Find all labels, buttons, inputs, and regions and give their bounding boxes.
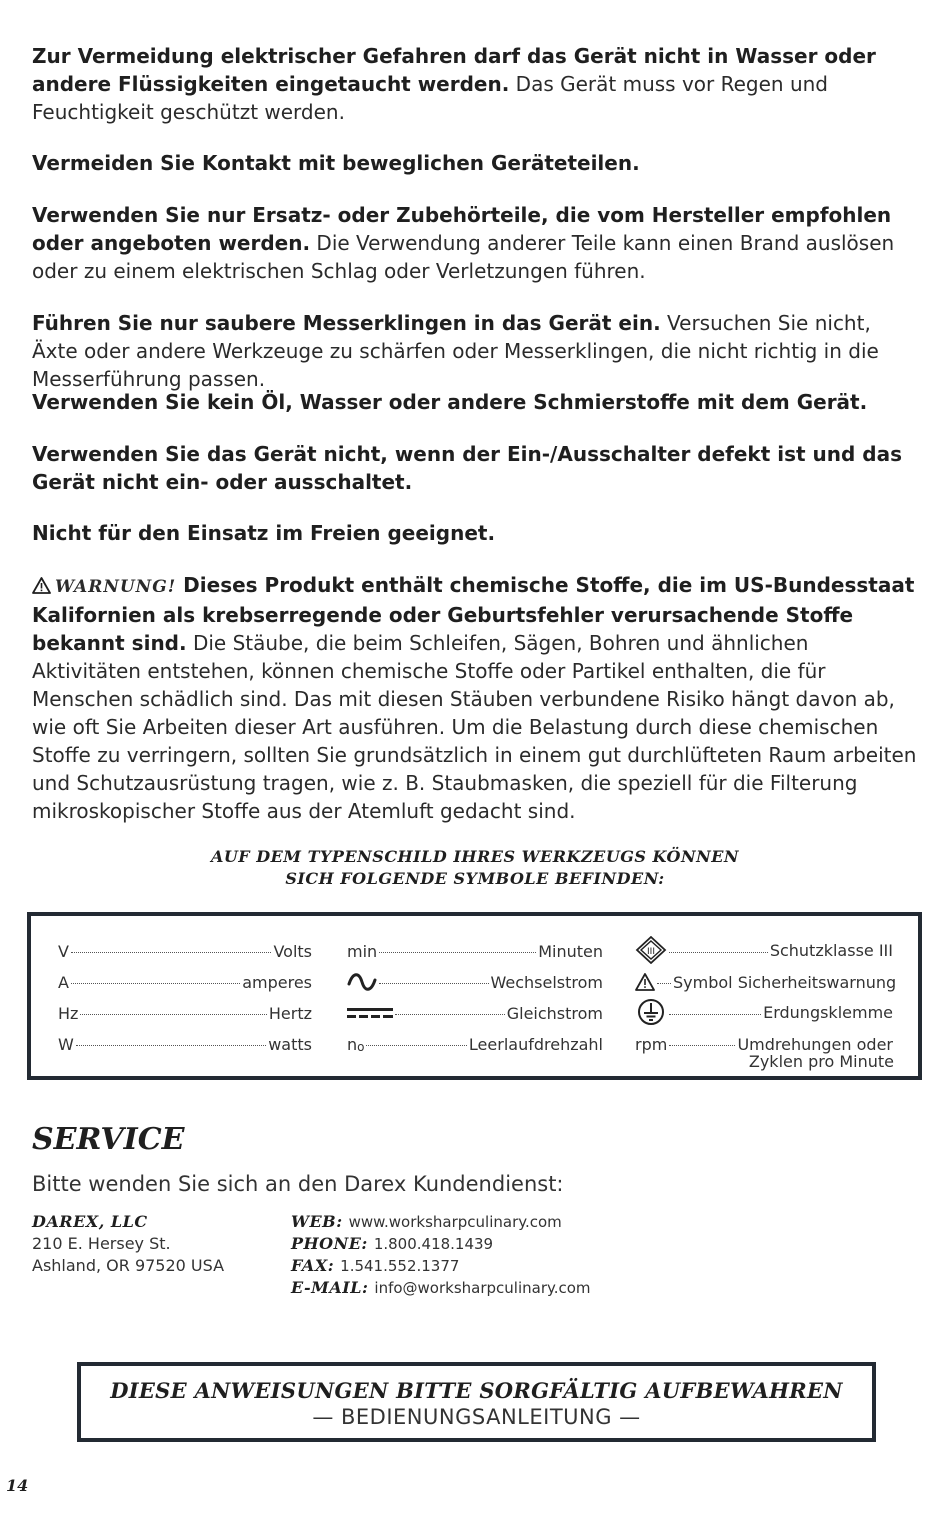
symbol-rpm-line2: Zyklen pro Minute — [748, 1052, 894, 1071]
warning-triangle-icon — [635, 973, 655, 991]
page-number: 14 — [6, 1476, 29, 1495]
symbol-row-watts: W watts — [58, 1034, 312, 1054]
warning-label: WARNUNG! — [55, 577, 177, 597]
symbol-row-rpm: rpm Umdrehungen oder — [635, 1034, 893, 1054]
contact-email: E-MAIL: info@worksharpculinary.com — [291, 1278, 591, 1297]
service-intro: Bitte wenden Sie sich an den Darex Kundendienst: — [32, 1172, 564, 1196]
contact-web: WEB: www.worksharpculinary.com — [291, 1212, 562, 1231]
class-iii-icon — [635, 936, 667, 964]
symbol-row-no-load-speed: n o Leerlaufdrehzahl — [347, 1034, 603, 1054]
safety-paragraph-moving-parts: Vermeiden Sie Kontakt mit beweglichen Geräteteilen. — [32, 151, 640, 175]
symbol-row-volts: V Volts — [58, 941, 312, 961]
keep-instructions-title: DIESE ANWEISUNGEN BITTE SORGFÄLTIG AUFBEWAHREN — [110, 1378, 843, 1403]
safety-paragraph-outdoor: Nicht für den Einsatz im Freien geeignet. — [32, 521, 496, 545]
warning-triangle-icon — [32, 573, 51, 601]
safety-paragraph-water: Zur Vermeidung elektrischer Gefahren darf das Gerät nicht in Wasser oder andere Flüssigkeiten eingetaucht werden. Das Gerät muss vor Regen und Feuchtigkeit geschützt werden. — [32, 44, 876, 124]
symbols-heading: AUF DEM TYPENSCHILD IHRES WERKZEUGS KÖNNEN SICH FOLGENDE SYMBOLE BEFINDEN: — [210, 847, 740, 888]
safety-paragraph-blades: Führen Sie nur saubere Messerklingen in das Gerät ein. Versuchen Sie nicht, Äxte oder andere Werkzeuge zu schärfen oder Messerklingen, die nicht richtig in die Messerführung passen. — [32, 311, 879, 391]
safety-paragraph-parts: Verwenden Sie nur Ersatz- oder Zubehörteile, die vom Hersteller empfohlen oder angeboten werden. Die Verwendung anderer Teile kann einen Brand auslösen oder zu einem elektrischen Schlag oder Verletzungen führen. — [32, 203, 895, 283]
contact-fax: FAX: 1.541.552.1377 — [291, 1256, 460, 1275]
symbol-row-amperes: A amperes — [58, 972, 312, 992]
email-link[interactable]: info@worksharpculinary.com — [374, 1279, 591, 1297]
earth-ground-icon — [635, 998, 667, 1026]
address-city: Ashland, OR 97520 USA — [32, 1256, 225, 1275]
address-street: 210 E. Hersey St. — [32, 1234, 171, 1253]
symbol-row-safety-warning: Symbol Sicherheitswarnung — [635, 971, 893, 993]
alternating-current-icon — [347, 972, 377, 992]
symbol-row-minutes: min Minuten — [347, 941, 603, 961]
contact-details — [291, 1211, 591, 1299]
company-name: DAREX, LLC — [32, 1212, 148, 1231]
service-title: SERVICE — [32, 1122, 185, 1157]
safety-paragraph-lubricants: Verwenden Sie kein Öl, Wasser oder andere Schmierstoffe mit dem Gerät. — [32, 390, 868, 414]
symbol-row-earth: Erdungsklemme — [635, 998, 893, 1026]
manual-subtitle: — BEDIENUNGSANLEITUNG — — [312, 1405, 641, 1429]
web-link[interactable]: www.worksharpculinary.com — [348, 1213, 562, 1231]
symbol-row-dc: Gleichstrom — [347, 1002, 603, 1024]
direct-current-icon — [347, 1005, 393, 1021]
warning-paragraph: WARNUNG! Dieses Produkt enthält chemische Stoffe, die im US-Bundesstaat Kalifornien als krebserregende oder Geburtsfehler verursachende Stoffe bekannt sind. Die Stäube, die beim Schleifen, Sägen, Bohren und ähnlichen Aktivitäten entstehen, können chemische Stoffe oder Partikel enthalten, die für Menschen schädlich sind. Das mit diesen Stäuben verbundene Risiko hängt davon ab, wie oft Sie Arbeiten dieser Art ausführen. Um die Belastung durch diese chemischen Stoffe zu verringern, sollten Sie grundsätzlich in einem gut durchlüfteten Raum arbeiten und Schutzausrüstung tragen, wie z. B. Staubmasken, die speziell für die Filterung mikroskopischer Stoffe aus der Atemluft gedacht sind. — [32, 573, 917, 823]
symbol-row-class-iii: III Schutzklasse III — [635, 936, 893, 964]
safety-paragraph-switch: Verwenden Sie das Gerät nicht, wenn der Ein-/Ausschalter defekt ist und das Gerät nicht ein- oder ausschaltet. — [32, 442, 903, 494]
svg-text:III: III — [647, 947, 655, 957]
company-address — [32, 1211, 224, 1277]
contact-phone: PHONE: 1.800.418.1439 — [291, 1234, 494, 1253]
symbol-row-hertz: Hz Hertz — [58, 1003, 312, 1023]
symbol-row-ac: Wechselstrom — [347, 971, 603, 993]
symbols-table — [27, 912, 922, 1080]
keep-instructions-box — [77, 1362, 876, 1442]
